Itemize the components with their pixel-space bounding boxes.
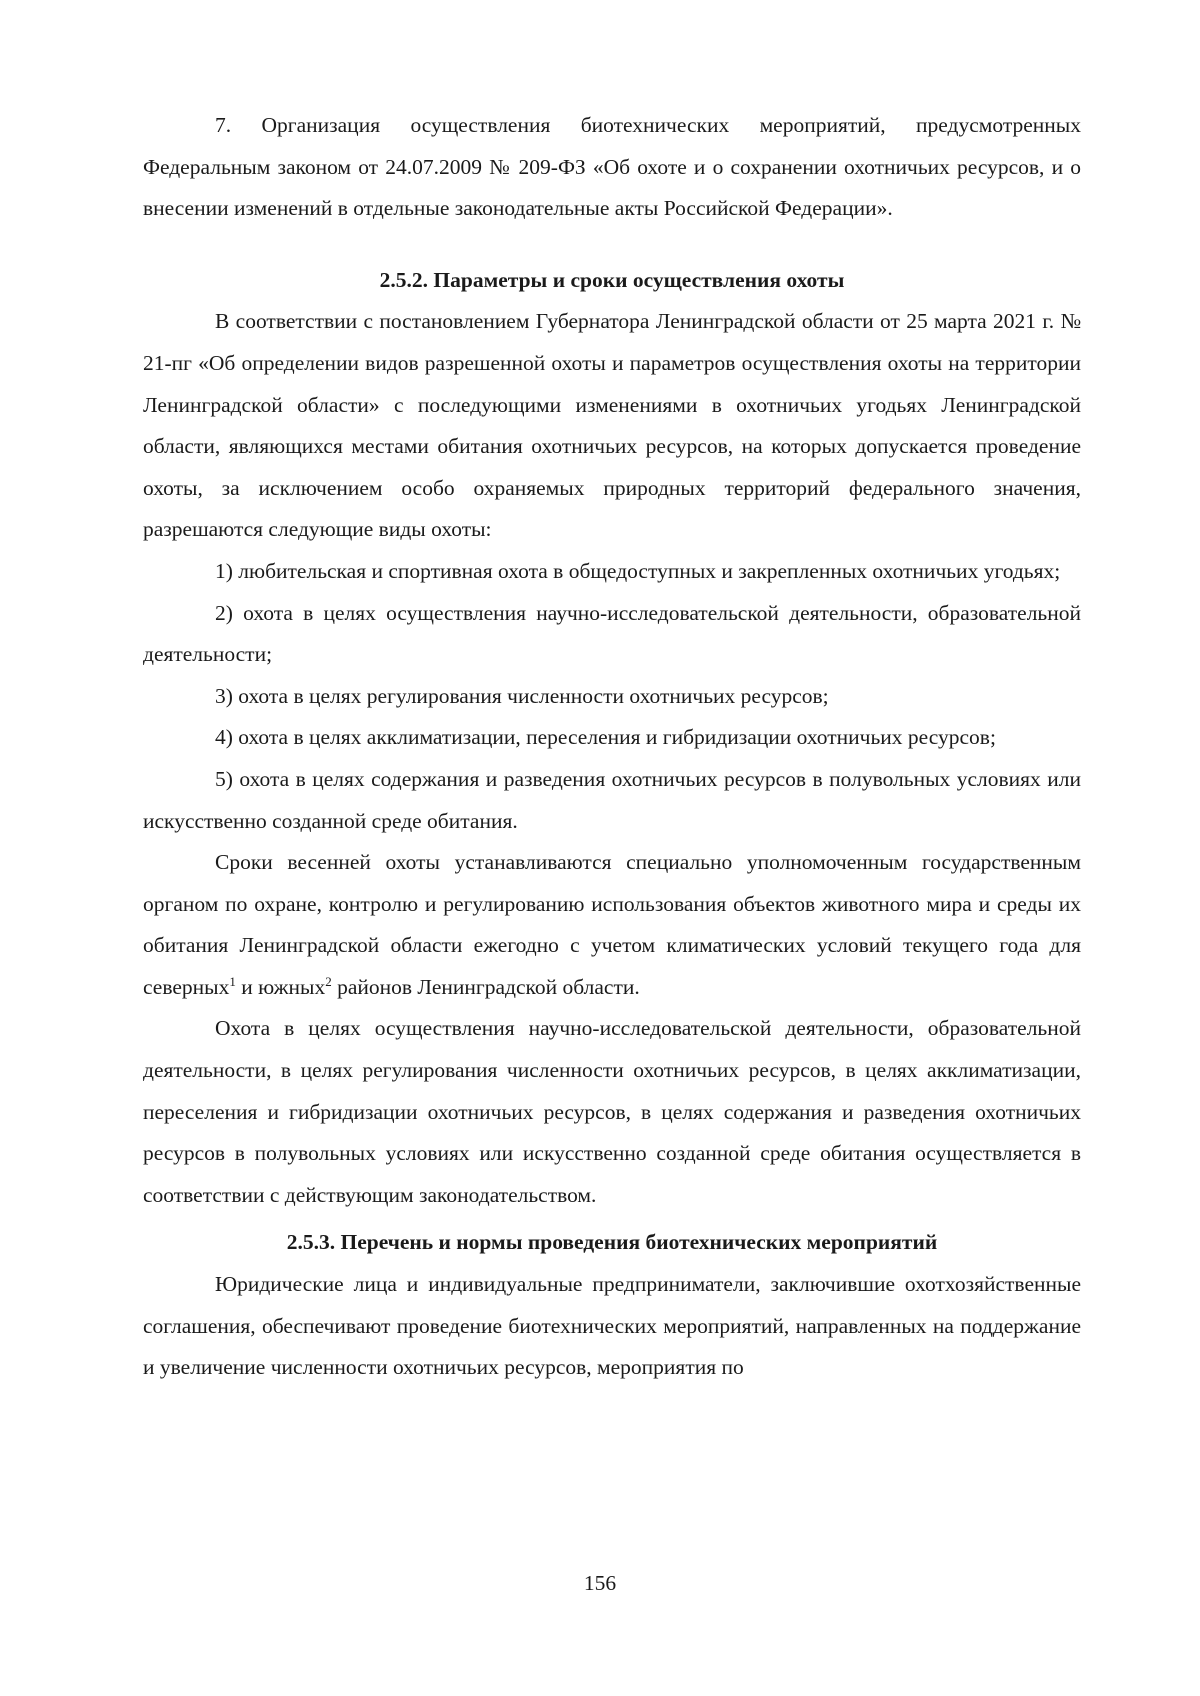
paragraph-governor-decree: В соответствии с постановлением Губернатора Ленинградской области от 25 марта 2021 г. № 21-пг «Об определении видов разрешенной охоты и параметров осуществления охоты на территории Ленинградской области» с последующими изменениями в охотничьих угодьях Ленинградской области, являющихся местами обитания охотничьих ресурсов, на которых допускается проведение охоты, за исключением особо охраняемых природных территорий федерального значения, разрешаются следующие виды охоты:: [143, 309, 1081, 542]
page-number: 156: [583, 1571, 617, 1595]
list-item-hunting-type-2: 2) охота в целях осуществления научно-исследовательской деятельности, образовательной деятельности;: [143, 600, 1081, 667]
paragraph-spring-hunting-dates: [143, 842, 1081, 1008]
paragraph-special-hunting: Охота в целях осуществления научно-исследовательской деятельности, образовательной деятельности, в целях регулирования численности охотничьих ресурсов, в целях акклиматизации, переселения и гибридизации охотничьих ресурсов, в целях содержания и разведения охотничьих ресурсов в полувольных условиях или искусственно созданной среде обитания осуществляется в соответствии с действующим законодательством.: [143, 1016, 1081, 1207]
footnote-ref-1: 1: [229, 973, 236, 989]
spring-text-part-3: районов Ленинградской области.: [331, 974, 640, 999]
section-heading-2-5-2: 2.5.2. Параметры и сроки осуществления охоты: [379, 267, 845, 292]
paragraph-legal-entities: Юридические лица и индивидуальные предприниматели, заключившие охотхозяйственные соглашения, обеспечивают проведение биотехнических мероприятий, направленных на поддержание и увеличение численности охотничьих ресурсов, мероприятия по: [143, 1272, 1081, 1380]
list-item-hunting-type-4: 4) охота в целях акклиматизации, переселения и гибридизации охотничьих ресурсов;: [215, 725, 996, 750]
page-body: [143, 105, 1081, 1389]
list-item-hunting-type-1: 1) любительская и спортивная охота в общедоступных и закрепленных охотничьих угодьях;: [215, 558, 1061, 583]
list-item-hunting-type-3: 3) охота в целях регулирования численности охотничьих ресурсов;: [215, 683, 829, 708]
list-item-hunting-type-5: 5) охота в целях содержания и разведения охотничьих ресурсов в полувольных условиях или искусственно созданной среде обитания.: [143, 766, 1081, 833]
section-gap: [143, 230, 1081, 260]
paragraph-biotech-measures: 7. Организация осуществления биотехнических мероприятий, предусмотренных Федеральным законом от 24.07.2009 № 209-ФЗ «Об охоте и о сохранении охотничьих ресурсов, и о внесении изменений в отдельные законодательные акты Российской Федерации».: [143, 113, 1081, 221]
footnote-ref-2: 2: [325, 973, 332, 989]
spring-text-part-1: Сроки весенней охоты устанавливаются специально уполномоченным государственным органом по охране, контролю и регулированию использования объектов животного мира и среды их обитания Ленинградской области ежегодно с учетом климатических условий текущего года для северных: [143, 850, 1081, 999]
section-heading-2-5-3: 2.5.3. Перечень и нормы проведения биотехнических мероприятий: [286, 1230, 938, 1255]
spring-text-part-2: и южных: [235, 974, 326, 999]
